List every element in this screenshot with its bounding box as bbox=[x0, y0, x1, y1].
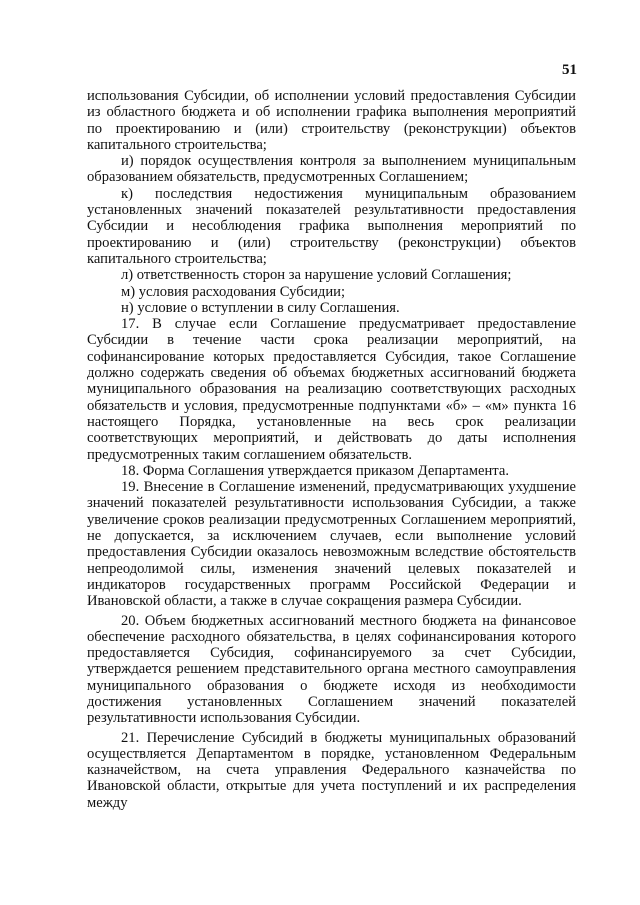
paragraph-subsidy-execution: использования Субсидии, об исполнении условий предоставления Субсидии из областного бюджета и об исполнении графика выполнения мероприятий по проектированию и (или) строительству (реконструкции) объектов капитального строительства; bbox=[87, 88, 576, 153]
paragraph-clause-17: 17. В случае если Соглашение предусматривает предоставление Субсидии в течение части срока реализации мероприятий, на софинансирование которых предоставляется Субсидия, такое Соглашение должно содержать сведения об объемах бюджетных ассигнований бюджета муниципального образования на реализацию соответствующих расходных обязательств и условия, предусмотренные подпунктами «б» – «м» пункта 16 настоящего Порядка, установленные на весь срок реализации соответствующих мероприятий, и действовать до даты исполнения предусмотренных таким соглашением обязательств. bbox=[87, 316, 576, 463]
paragraph-item-k: к) последствия недостижения муниципальным образованием установленных значений показателей результативности предоставления Субсидии и несоблюдения графика выполнения мероприятий по проектированию и (или) строительству (реконструкции) объектов капитального строительства; bbox=[87, 185, 576, 267]
paragraph-clause-20: 20. Объем бюджетных ассигнований местного бюджета на финансовое обеспечение расходного обязательства, в целях софинансирования которого предоставляется Субсидия, софинансируемого за счет Субсидии, утверждается решением представительного органа местного самоуправления муниципального образования о бюджете исходя из необходимости достижения установленных Соглашением значений показателей результативности использования Субсидии. bbox=[87, 612, 576, 727]
paragraph-clause-19: 19. Внесение в Соглашение изменений, предусматривающих ухудшение значений показателей результативности использования Субсидии, а также увеличение сроков реализации предусмотренных Соглашением мероприятий, не допускается, за исключением случаев, если выполнение условий предоставления Субсидии оказалось невозможным вследствие обстоятельств непреодолимой силы, изменения значений целевых показателей и индикаторов государственных программ Российской Федерации и Ивановской области, а также в случае сокращения размера Субсидии. bbox=[87, 479, 576, 610]
paragraph-clause-21: 21. Перечисление Субсидий в бюджеты муниципальных образований осуществляется Департаментом в порядке, установленном Федеральным казначейством, на счета управления Федерального казначейства по Ивановской области, открытые для учета поступлений и их распределения между bbox=[87, 729, 576, 811]
paragraph-item-i: и) порядок осуществления контроля за выполнением муниципальным образованием обязательств, предусмотренных Соглашением; bbox=[87, 153, 576, 186]
paragraph-item-m: м) условия расходования Субсидии; bbox=[121, 283, 346, 300]
document-body bbox=[87, 88, 576, 811]
paragraph-clause-18: 18. Форма Соглашения утверждается приказом Департамента. bbox=[121, 462, 509, 479]
paragraph-item-n: н) условие о вступлении в силу Соглашения. bbox=[121, 299, 400, 316]
paragraph-item-l: л) ответственность сторон за нарушение условий Соглашения; bbox=[121, 267, 512, 284]
page-number: 51 bbox=[562, 62, 577, 78]
